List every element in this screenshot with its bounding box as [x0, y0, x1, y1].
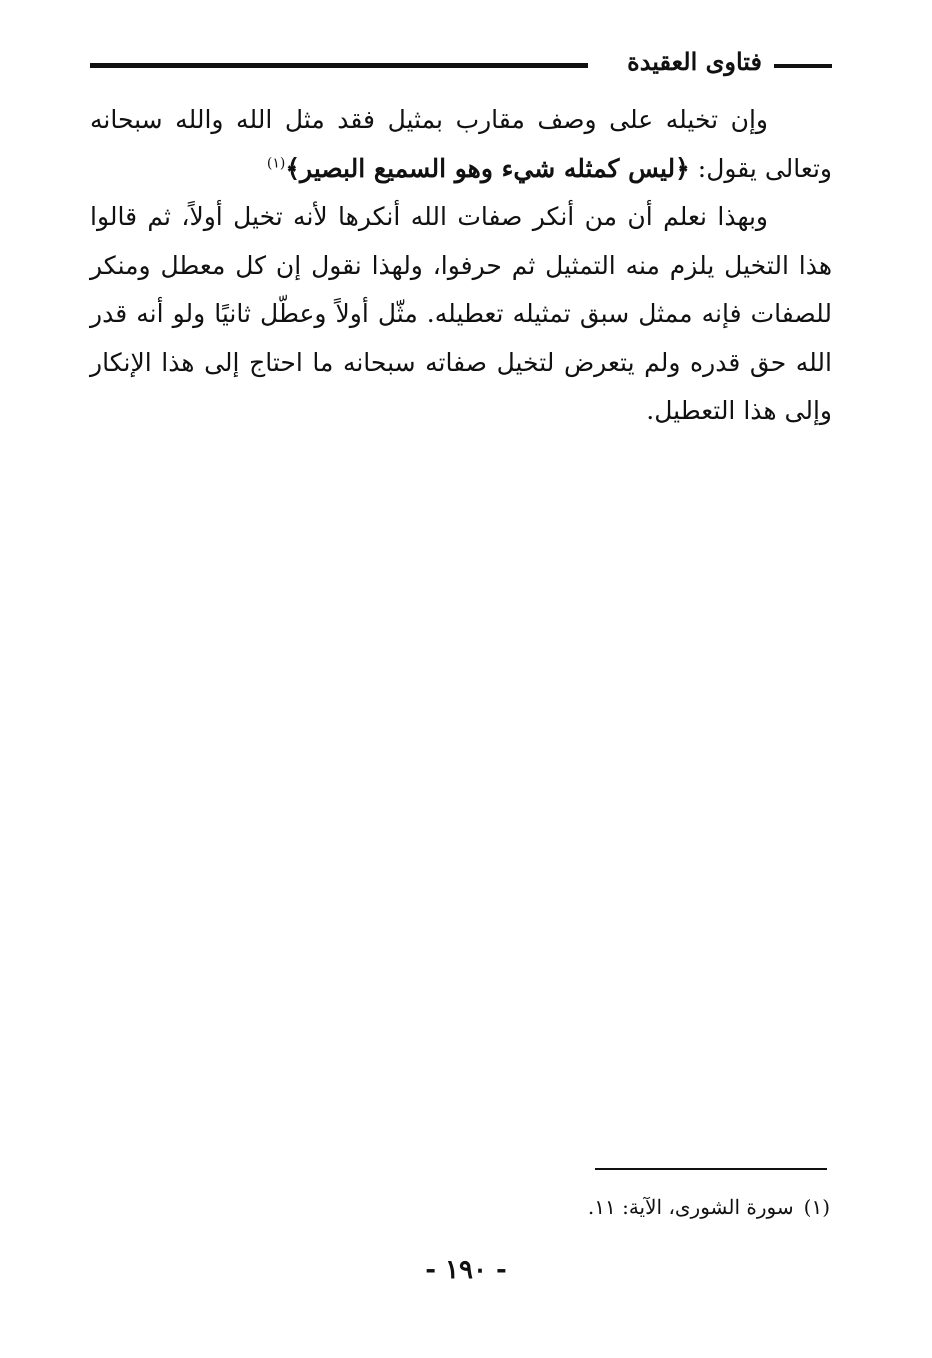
footnote-item: [588, 1190, 830, 1224]
header-title: فتاوى العقيدة: [627, 47, 762, 76]
header-dash: [774, 64, 832, 68]
page-number: - ١٩٠ -: [425, 1255, 507, 1285]
running-header: [90, 44, 832, 80]
header-rule: [90, 63, 588, 68]
footnote-number: (١): [803, 1195, 830, 1219]
main-text: [90, 96, 832, 436]
footnote-reference: (١): [266, 155, 286, 172]
footnote-separator: [595, 1168, 827, 1170]
quran-verse: ﴿ليس كمثله شيء وهو السميع البصير﴾: [285, 153, 690, 183]
paragraph-1: [90, 96, 832, 193]
paragraph-2: وبهذا نعلم أن من أنكر صفات الله أنكرها لأنه تخيل أولاً، ثم قالوا هذا التخيل يلزم منه التمثيل ثم حرفوا، ولهذا نقول إن كل معطل ومنكر للصفات فإنه ممثل سبق تمثيله تعطيله. مثّل أولاً وعطّل ثانيًا ولو أنه قدر الله حق قدره ولم يتعرض لتخيل صفاته سبحانه ما احتاج إلى هذا الإنكار وإلى هذا التعطيل.: [90, 202, 832, 425]
footnote-text: سورة الشورى، الآية: ١١.: [587, 1195, 794, 1219]
paragraph-1-text: وإن تخيله على وصف مقارب بمثيل فقد مثل الله والله سبحانه وتعالى يقول:: [90, 105, 832, 183]
